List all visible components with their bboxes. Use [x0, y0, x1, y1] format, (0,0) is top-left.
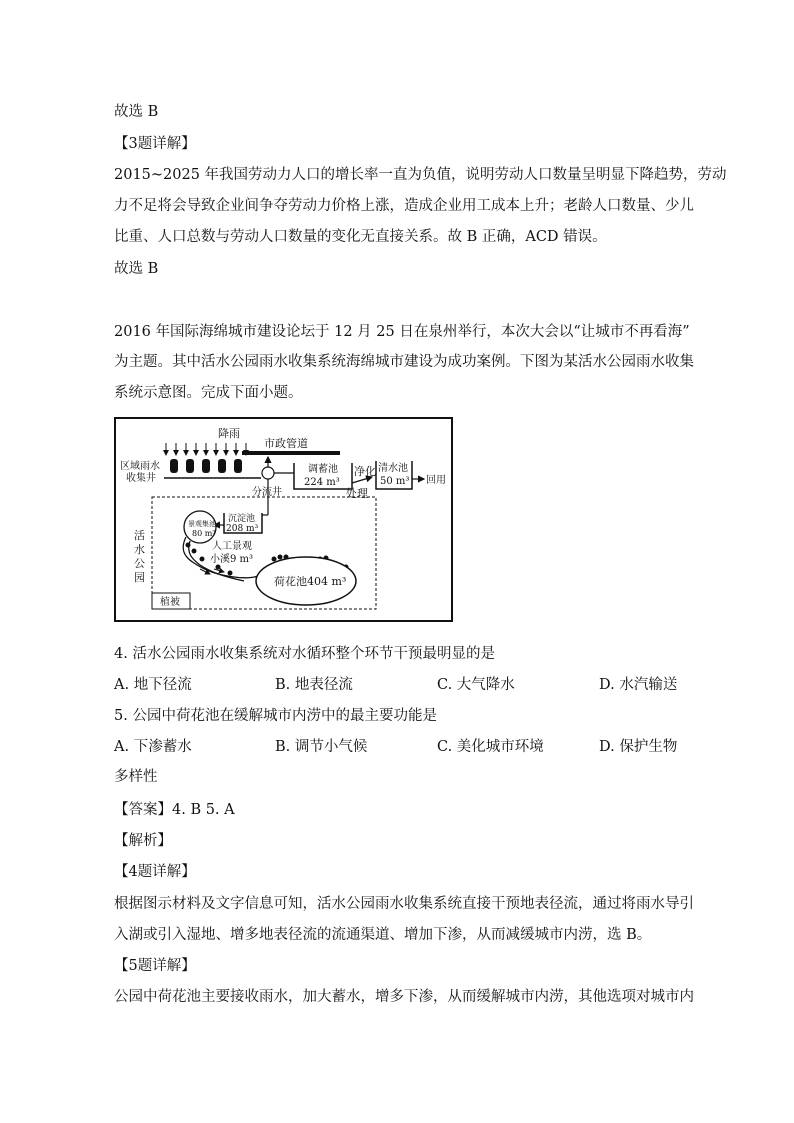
- storage-label-line1: 调蓄池: [308, 464, 338, 475]
- answer-choice-line: 故选 B: [114, 104, 159, 120]
- intro-line: 2016 年国际海绵城市建设论坛于 12 月 25 日在泉州举行，本次大会以“让城市不再看海”: [114, 324, 690, 340]
- stream-label-line1: 人工景观: [212, 541, 252, 552]
- intro-line: 系统示意图。完成下面小题。: [114, 385, 303, 401]
- rainwater-system-diagram: [114, 417, 454, 623]
- purify-label-line1: 净化: [354, 465, 376, 478]
- diversion-label: 分流井: [252, 487, 282, 498]
- q4-option-a: A. 地下径流: [114, 677, 192, 693]
- well-label-line1: 区域雨水: [120, 461, 160, 472]
- diversion-well: [262, 467, 274, 479]
- settle-label-line1: 沉淀池: [228, 514, 256, 524]
- reuse-label: 回用: [426, 475, 446, 486]
- analysis-header: 【解析】: [114, 833, 172, 849]
- q5-option-c: C. 美化城市环境: [437, 739, 544, 755]
- clear-label-line1: 清水池: [378, 463, 408, 474]
- intro-line: 为主题。其中活水公园雨水收集系统海绵城市建设为成功案例。下图为某活水公园雨水收集: [114, 354, 694, 370]
- q5-option-b: B. 调节小气候: [275, 739, 368, 755]
- q5-option-d: D. 保护生物: [599, 739, 678, 755]
- vegetation-label: 植被: [160, 597, 180, 608]
- well-label-line2: 收集井: [126, 473, 156, 484]
- svg-text:公: 公: [134, 557, 145, 570]
- q4-option-d: D. 水汽输送: [599, 677, 678, 693]
- answer-line: 【答案】4. B 5. A: [114, 802, 235, 818]
- paragraph-line: 根据图示材料及文字信息可知，活水公园雨水收集系统直接干预地表径流，通过将雨水导引: [114, 896, 694, 912]
- svg-text:活: 活: [134, 529, 145, 542]
- stream-label-line2: 小溪9 m³: [210, 554, 254, 565]
- paragraph-line: 2015~2025 年我国劳动力人口的增长率一直为负值，说明劳动人口数量呈明显下降趋势，劳动: [114, 167, 727, 183]
- view-label-line2: 80 m³: [192, 529, 216, 538]
- q4-option-b: B. 地表径流: [275, 677, 353, 693]
- settle-label-line2: 208 m³: [226, 524, 259, 534]
- view-label-line1: 景观集池: [188, 520, 216, 528]
- answer-choice-line: 故选 B: [114, 261, 159, 277]
- section-header-q3: 【3题详解】: [114, 136, 196, 152]
- paragraph-line: 比重、人口总数与劳动人口数量的变化无直接关系。故 B 正确，ACD 错误。: [114, 229, 607, 245]
- collection-well-icons: [170, 459, 242, 473]
- q4-option-c: C. 大气降水: [437, 677, 515, 693]
- paragraph-line: 力不足将会导致企业间争夺劳动力价格上涨，造成企业用工成本上升；老龄人口数量、少儿: [114, 198, 694, 214]
- section-header-q4: 【4题详解】: [114, 864, 196, 880]
- municipal-label: 市政管道: [264, 437, 308, 450]
- q5-option-a: A. 下渗蓄水: [114, 739, 192, 755]
- rain-label: 降雨: [218, 427, 240, 440]
- question-4-stem: 4. 活水公园雨水收集系统对水循环整个环节干预最明显的是: [114, 646, 495, 662]
- diagram-svg: [114, 417, 454, 623]
- q5-option-d-continued: 多样性: [114, 769, 158, 785]
- clear-label-line2: 50 m³: [380, 476, 410, 487]
- purify-label-line2: 处理: [346, 487, 368, 500]
- paragraph-line: 公园中荷花池主要接收雨水，加大蓄水，增多下渗，从而缓解城市内涝，其他选项对城市内: [114, 989, 694, 1005]
- svg-text:园: 园: [134, 571, 145, 584]
- lotus-label: 荷花池404 m³: [274, 575, 347, 588]
- rain-arrows-icon: [166, 443, 246, 455]
- section-header-q5: 【5题详解】: [114, 958, 196, 974]
- park-label: [134, 529, 145, 584]
- paragraph-line: 入湖或引入湿地、增多地表径流的流通渠道、增加下渗，从而减缓城市内涝，选 B。: [114, 927, 652, 943]
- question-5-stem: 5. 公园中荷花池在缓解城市内涝中的最主要功能是: [114, 708, 437, 724]
- svg-text:水: 水: [134, 543, 145, 556]
- storage-label-line2: 224 m³: [304, 477, 340, 488]
- municipal-pipe: [242, 451, 340, 455]
